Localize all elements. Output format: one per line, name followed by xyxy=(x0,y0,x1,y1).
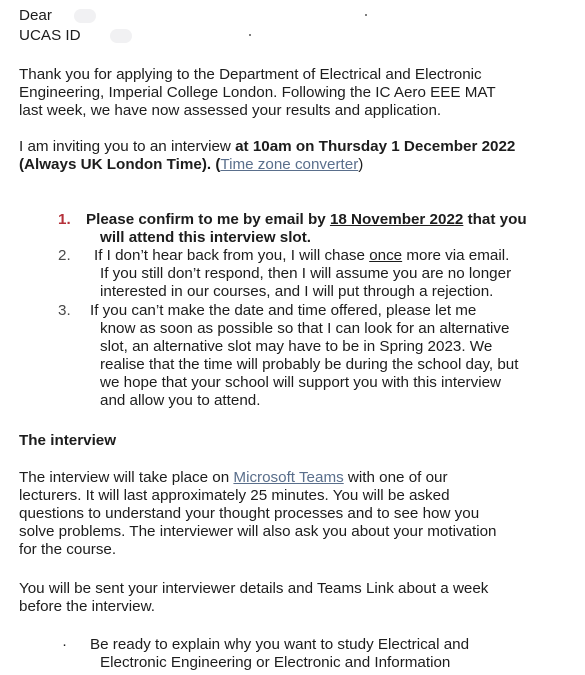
intro-line-3: last week, we have now assessed your results and application. xyxy=(19,102,442,119)
item-3-line-1: If you can’t make the date and time offered, please let me xyxy=(90,302,477,319)
item-3-number: 3. xyxy=(58,302,71,319)
greeting: Dear xyxy=(19,7,52,24)
item-3-line-4: realise that the time will probably be during the school day, but xyxy=(100,356,519,373)
interview-date-time: at 10am on Thursday 1 December 2022 xyxy=(235,138,516,155)
time-zone-note: (Always UK London Time). ( xyxy=(19,156,221,173)
interview-p1-line-3: questions to understand your thought processes and to see how you xyxy=(19,505,480,522)
item-1-line-1 xyxy=(86,211,527,229)
item-3-line-5: we hope that your school will support you with this interview xyxy=(100,374,501,391)
section-heading-interview: The interview xyxy=(19,432,117,449)
item-3-line-3: slot, an alternative slot may have to be in Spring 2023. We xyxy=(100,338,493,355)
interview-p1-line-2: lecturers. It will last approximately 25 minutes. You will be asked xyxy=(19,487,450,504)
interview-p2-line-1: You will be sent your interviewer details and Teams Link about a week xyxy=(19,580,489,597)
interview-p2-line-2: before the interview. xyxy=(19,598,155,615)
item-3-line-6: and allow you to attend. xyxy=(100,392,261,409)
item-1-number: 1. xyxy=(58,211,71,228)
item-3-line-2: know as soon as possible so that I can look for an alternative xyxy=(100,320,510,337)
teams-text-b: with one of our xyxy=(343,469,448,486)
speck xyxy=(365,14,367,16)
item-1-line-2: will attend this interview slot. xyxy=(100,229,311,246)
item-2-line-3: interested in our courses, and I will put through a rejection. xyxy=(100,283,494,300)
invite-line-1 xyxy=(19,138,515,156)
microsoft-teams-link[interactable]: Microsoft Teams xyxy=(233,469,344,486)
confirm-text: Please confirm to me by email by xyxy=(86,211,330,228)
speck xyxy=(249,34,251,36)
item-2-line-2: If you still don’t respond, then I will assume you are no longer xyxy=(100,265,512,282)
ucas-id-label: UCAS ID xyxy=(19,27,81,44)
intro-line-1: Thank you for applying to the Department of Electrical and Electronic xyxy=(19,66,482,83)
confirm-text-2: that you xyxy=(463,211,527,228)
interview-p1-line-1 xyxy=(19,469,448,487)
item-2-line-1 xyxy=(94,247,509,265)
time-zone-converter-link[interactable]: Time zone converter xyxy=(220,156,359,173)
interview-p1-line-5: for the course. xyxy=(19,541,117,558)
redacted-ucas-id xyxy=(110,29,132,43)
teams-text-a: The interview will take place on xyxy=(19,469,234,486)
intro-line-2: Engineering, Imperial College London. Following the IC Aero EEE MAT xyxy=(19,84,496,101)
item-2-text-b: more via email. xyxy=(402,247,510,264)
item-2-text-a: If I don’t hear back from you, I will chase xyxy=(94,247,370,264)
bullet-icon: · xyxy=(62,636,68,653)
interview-p1-line-4: solve problems. The interviewer will also ask you about your motivation xyxy=(19,523,497,540)
redacted-name xyxy=(74,9,96,23)
item-2-number: 2. xyxy=(58,247,71,264)
bullet-1-line-1: Be ready to explain why you want to study Electrical and xyxy=(90,636,470,653)
paren-close: ) xyxy=(358,156,364,173)
invite-line-2 xyxy=(19,156,363,174)
once-word: once xyxy=(369,247,403,264)
bullet-1-line-2: Electronic Engineering or Electronic and Information xyxy=(100,654,451,671)
deadline-date: 18 November 2022 xyxy=(329,211,464,228)
invite-prefix: I am inviting you to an interview xyxy=(19,138,236,155)
